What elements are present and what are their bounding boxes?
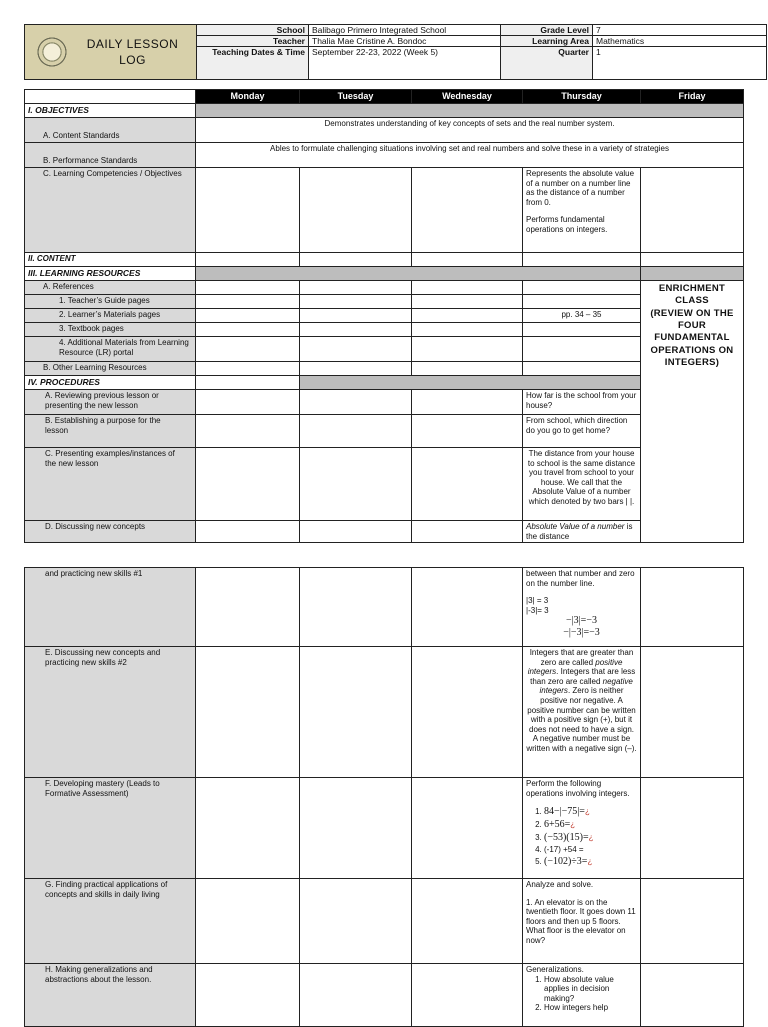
additional-materials-label: 4. Additional Materials from Learning Resource (LR) portal xyxy=(25,337,196,362)
objectives-section-row xyxy=(25,104,744,118)
references-label: A. References xyxy=(25,281,196,295)
list-item: 3. (−53)(15)=¿ xyxy=(544,832,637,844)
content-standards-label: A. Content Standards xyxy=(25,118,196,143)
list-item: 1. 84−|−75|=¿ xyxy=(544,806,637,818)
mastery-exercise-list xyxy=(526,806,637,868)
practicing-skills-1-thursday: between that number and zero on the number line. |3| = 3 |-3|= 3 −|3|=−3 −|−3|=−3 xyxy=(523,568,641,647)
establishing-purpose-thursday: From school, which direction do you go to get home? xyxy=(523,415,641,448)
reviewing-lesson-label: A. Reviewing previous lesson or presenting the new lesson xyxy=(25,390,196,415)
lesson-table xyxy=(24,89,744,543)
day-tuesday: Tuesday xyxy=(300,90,412,104)
day-header-blank xyxy=(25,90,196,104)
generalizations-thursday: Generalizations. 1. How absolute value applies in decision making? 2. How integers help xyxy=(523,964,641,1027)
page-title xyxy=(69,36,196,68)
grade-level-value: 7 xyxy=(593,25,767,36)
list-item: 2. How integers help xyxy=(544,1003,637,1013)
procedures-title: IV. PROCEDURES xyxy=(25,376,196,390)
deped-seal-icon xyxy=(35,35,69,69)
learning-competencies-label: C. Learning Competencies / Objectives xyxy=(25,168,196,253)
reviewing-lesson-thursday: How far is the school from your house? xyxy=(523,390,641,415)
teacher-label: Teacher xyxy=(197,36,309,47)
teachers-guide-label: 1. Teacher’s Guide pages xyxy=(25,295,196,309)
quarter-label: Quarter xyxy=(501,47,593,80)
presenting-examples-thursday: The distance from your house to school is the same distance you travel from school to your house. We call that the Absolute Value of a number which denoted by two bars | |. xyxy=(523,448,641,521)
teacher-value: Thalia Mae Cristine A. Bondoc xyxy=(309,36,501,47)
grade-level-label: Grade Level xyxy=(501,25,593,36)
content-standards-text: Demonstrates understanding of key concepts of sets and the real number system. xyxy=(196,118,744,143)
resources-section-row xyxy=(25,267,744,281)
list-item: 5. (−102)÷3=¿ xyxy=(544,856,637,868)
teaching-dates-label: Teaching Dates & Time xyxy=(197,47,309,80)
practicing-skills-2-label: E. Discussing new concepts and practicing new skills #2 xyxy=(25,647,196,778)
learning-competencies-thursday xyxy=(523,168,641,253)
other-resources-label: B. Other Learning Resources xyxy=(25,362,196,376)
procedures-section-row xyxy=(25,376,744,390)
presenting-examples-label: C. Presenting examples/instances of the new lesson xyxy=(25,448,196,521)
competency-2: Performs fundamental operations on integers. xyxy=(526,215,608,234)
textbook-pages-label: 3. Textbook pages xyxy=(25,323,196,337)
learning-area-label: Learning Area xyxy=(501,36,593,47)
learning-area-value: Mathematics xyxy=(593,36,767,47)
header-table xyxy=(24,24,767,80)
generalizations-label: H. Making generalizations and abstractions about the lesson. xyxy=(25,964,196,1027)
teaching-dates-value: September 22-23, 2022 (Week 5) xyxy=(309,47,501,80)
learners-materials-label: 2. Learner’s Materials pages xyxy=(25,309,196,323)
objectives-title: I. OBJECTIVES xyxy=(25,104,196,118)
title-line-1: DAILY LESSON xyxy=(86,36,179,51)
practicing-skills-2-thursday: Integers that are greater than zero are called positive integers. Integers that are less than zero are called negative integers. Zero is neither positive nor negative. A positive number can be written with a positive sign (+), but it does not need to have a sign. A negative number must be written with a negative sign (–). xyxy=(523,647,641,778)
list-item: 2. 6+56=¿ xyxy=(544,819,637,831)
resources-title: III. LEARNING RESOURCES xyxy=(25,267,196,281)
day-header-row xyxy=(25,90,744,104)
day-friday: Friday xyxy=(641,90,744,104)
lesson-table-page-2 xyxy=(24,567,744,1027)
developing-mastery-label: F. Developing mastery (Leads to Formative Assessment) xyxy=(25,778,196,879)
practical-applications-label: G. Finding practical applications of concepts and skills in daily living xyxy=(25,879,196,964)
discussing-concepts-label: D. Discussing new concepts xyxy=(25,521,196,543)
practical-applications-thursday: Analyze and solve. 1. An elevator is on the twentieth floor. It goes down 11 floors and then up 5 floors. What floor is the elevator on now? xyxy=(523,879,641,964)
header-logo-cell xyxy=(25,25,197,80)
day-thursday: Thursday xyxy=(523,90,641,104)
quarter-value: 1 xyxy=(593,47,767,80)
list-item: 1. How absolute value applies in decision making? xyxy=(544,975,637,1004)
generalization-list xyxy=(526,975,637,1013)
establishing-purpose-label: B. Establishing a purpose for the lesson xyxy=(25,415,196,448)
school-label: School xyxy=(197,25,309,36)
content-title: II. CONTENT xyxy=(25,253,196,267)
day-wednesday: Wednesday xyxy=(412,90,523,104)
competency-1: Represents the absolute value of a number on a number line as the distance of a number from 0. xyxy=(526,169,635,207)
friday-enrichment-class: ENRICHMENT CLASS (REVIEW ON THE FOUR FUNDAMENTAL OPERATIONS ON INTEGERS) xyxy=(641,281,744,543)
performance-standards-label: B. Performance Standards xyxy=(25,143,196,168)
developing-mastery-thursday: Perform the following operations involving integers. 1. 84−|−75|=¿ 2. 6+56=¿ 3. (−53)(15)=¿ 4. (-17) +54 = 5. (−102)÷3=¿ xyxy=(523,778,641,879)
school-value: Balibago Primero Integrated School xyxy=(309,25,501,36)
practicing-skills-1-label: and practicing new skills #1 xyxy=(25,568,196,647)
performance-standards-text: Ables to formulate challenging situations involving set and real numbers and solve these in a variety of strategies xyxy=(196,143,744,168)
day-monday: Monday xyxy=(196,90,300,104)
discussing-concepts-thursday: Absolute Value of a number is the distance xyxy=(523,521,641,543)
list-item: 4. (-17) +54 = xyxy=(544,845,637,855)
title-line-2: LOG xyxy=(119,53,146,67)
learners-materials-thursday: pp. 34 – 35 xyxy=(523,309,641,323)
